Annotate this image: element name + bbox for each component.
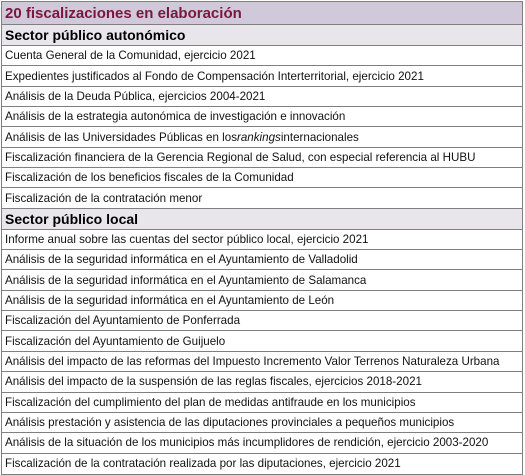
list-item: Informe anual sobre las cuentas del sector público local, ejercicio 2021	[2, 230, 522, 250]
list-item: Expedientes justificados al Fondo de Compensación Interterritorial, ejercicio 2021	[2, 66, 522, 86]
list-item: Fiscalización de la contratación realizada por las diputaciones, ejercicio 2021	[5, 457, 401, 471]
list-item: Análisis de la situación de los municipios más incumplidores de rendición, ejercicio 2003-2020	[2, 433, 522, 453]
list-item: Cuenta General de la Comunidad, ejercicio 2021	[2, 46, 522, 66]
list-item: Análisis prestación y asistencia de las diputaciones provinciales a pequeños municipios	[2, 413, 522, 433]
list-item: Análisis de la estrategia autonómica de investigación e innovación	[2, 107, 522, 127]
list-item: Fiscalización de la contratación menor	[2, 188, 522, 208]
fiscalizaciones-table	[1, 1, 523, 475]
section-heading-local: Sector público local	[2, 209, 522, 230]
list-item: Análisis de la seguridad informática en el Ayuntamiento de León	[2, 291, 522, 311]
list-item: Análisis de la seguridad informática en el Ayuntamiento de Valladolid	[2, 250, 522, 270]
list-item: Análisis del impacto de la suspensión de las reglas fiscales, ejercicios 2018-2021	[2, 372, 522, 392]
section-heading-autonomico: Sector público autonómico	[2, 25, 522, 46]
list-item: Análisis de la Deuda Pública, ejercicios 2004-2021	[2, 87, 522, 107]
list-item: Fiscalización financiera de la Gerencia Regional de Salud, con especial referencia al HUBU	[2, 148, 522, 168]
list-item: Análisis de la seguridad informática en el Ayuntamiento de Salamanca	[2, 270, 522, 290]
list-item: Fiscalización del cumplimiento del plan de medidas antifraude en los municipios	[2, 393, 522, 413]
list-item: Análisis del impacto de las reformas del Impuesto Incremento Valor Terrenos Naturaleza Urbana	[2, 352, 522, 372]
list-item: Fiscalización de los beneficios fiscales de la Comunidad	[2, 168, 522, 188]
table-title: 20 fiscalizaciones en elaboración	[2, 2, 522, 25]
list-item: Fiscalización del Ayuntamiento de Guijuelo	[2, 331, 522, 351]
list-item: Análisis de las Universidades Públicas en los rankings internacionales	[2, 127, 522, 147]
list-item: Fiscalización del Ayuntamiento de Ponferrada	[2, 311, 522, 331]
